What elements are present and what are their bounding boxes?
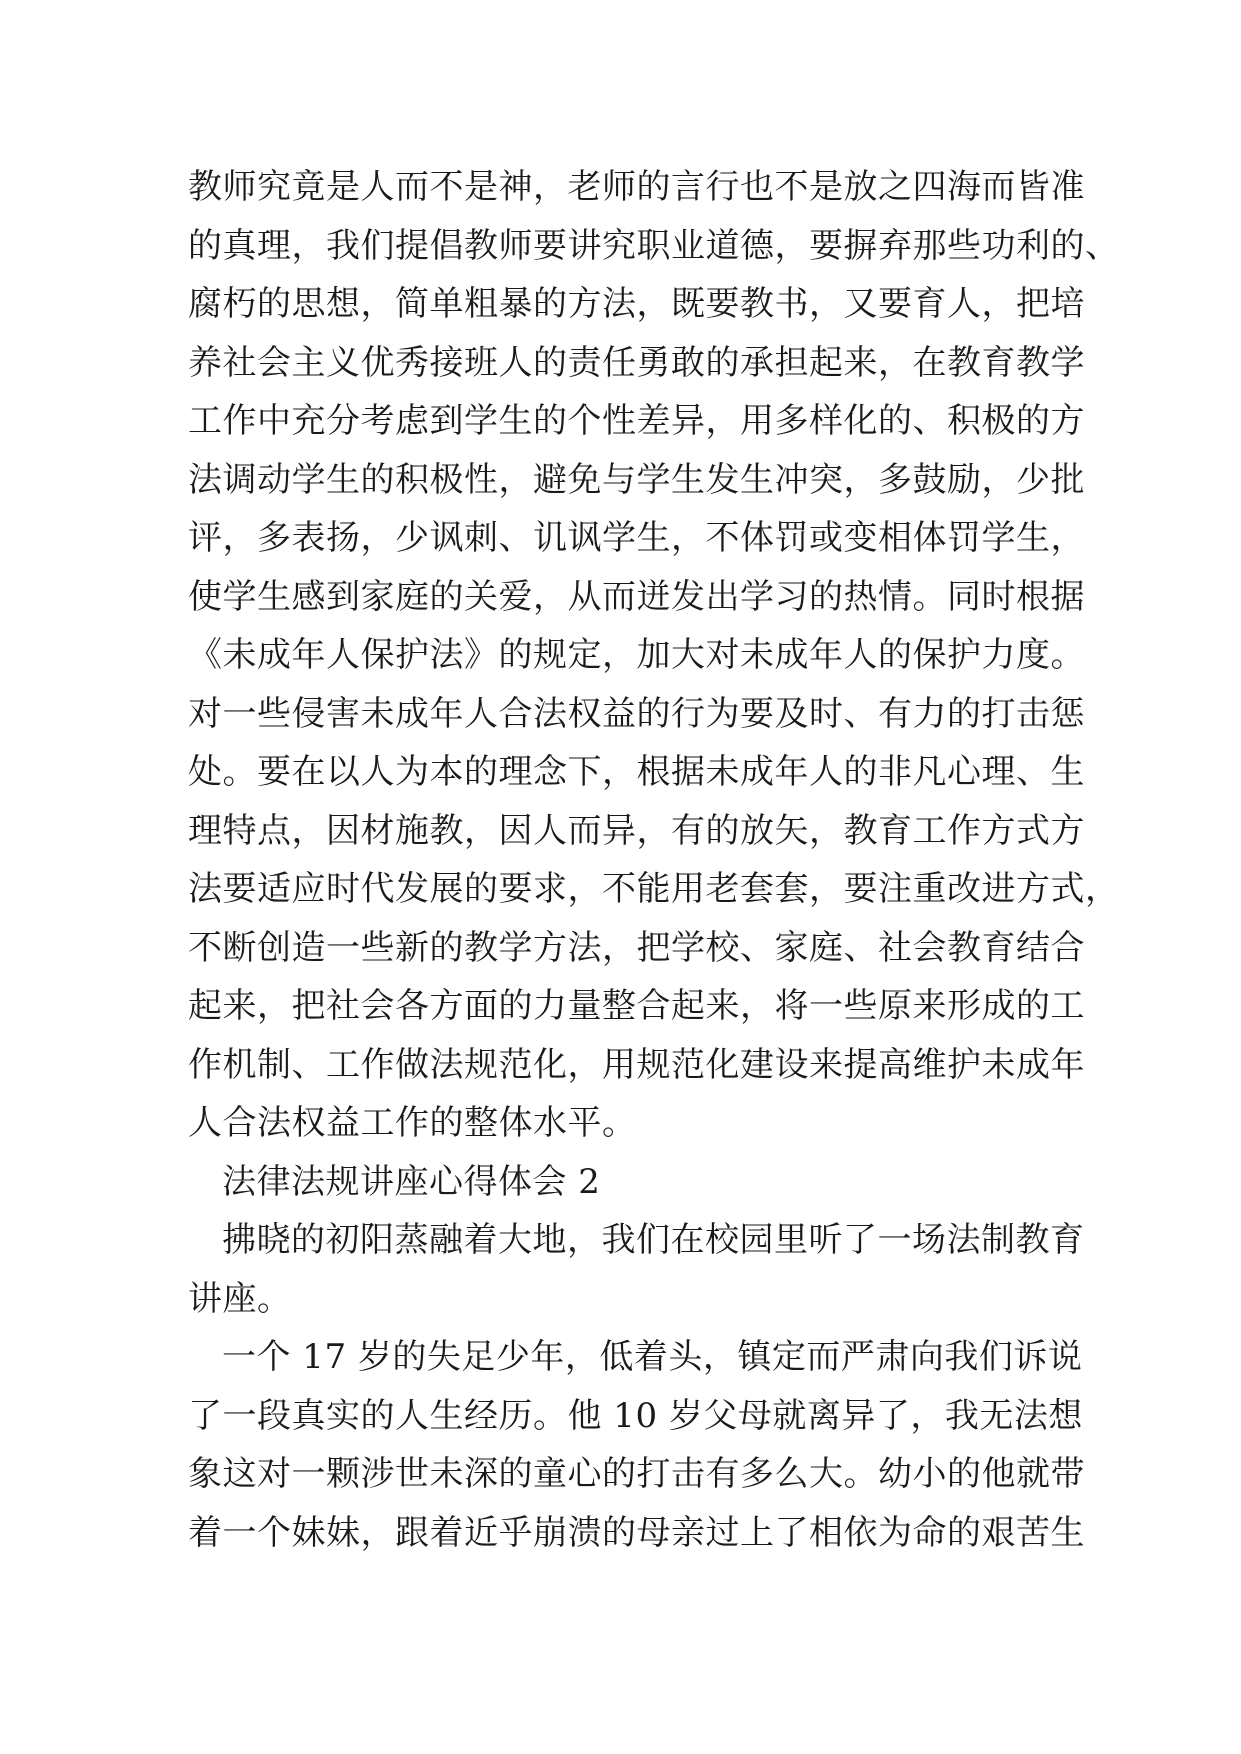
text-line: 的真理，我们提倡教师要讲究职业道德，要摒弃那些功利的、	[188, 225, 1120, 266]
text-line: 着一个妹妹，跟着近乎崩溃的母亲过上了相依为命的艰苦生	[188, 1512, 1085, 1553]
text-line: 对一些侵害未成年人合法权益的行为要及时、有力的打击惩	[188, 693, 1085, 734]
text-line: 工作中充分考虑到学生的个性差异，用多样化的、积极的方	[188, 401, 1085, 441]
text-line: 教师究竟是人而不是神，老师的言行也不是放之四海而皆准	[188, 167, 1085, 207]
text-line: 拂晓的初阳蒸融着大地，我们在校园里听了一场法制教育	[222, 1220, 1085, 1260]
text-line: 法调动学生的积极性，避免与学生发生冲突，多鼓励，少批	[188, 459, 1085, 500]
text-line: 理特点，因材施教，因人而异，有的放矢，教育工作方式方	[188, 810, 1085, 851]
text-line: 作机制、工作做法规范化，用规范化建设来提高维护未成年	[188, 1044, 1085, 1085]
section-heading: 法律法规讲座心得体会 2	[222, 1161, 601, 1202]
text-line: 象这对一颗涉世未深的童心的打击有多么大。幼小的他就带	[188, 1454, 1085, 1494]
text-line: 法要适应时代发展的要求，不能用老套套，要注重改进方式，	[188, 869, 1120, 909]
text-line: 人合法权益工作的整体水平。	[188, 1103, 637, 1143]
text-line: 一个 17 岁的失足少年，低着头，镇定而严肃向我们诉说	[222, 1337, 1083, 1377]
body-text	[188, 158, 1120, 1562]
text-line: 处。要在以人为本的理念下，根据未成年人的非凡心理、生	[188, 752, 1085, 792]
text-line: 养社会主义优秀接班人的责任勇敢的承担起来，在教育教学	[188, 342, 1085, 383]
text-line: 不断创造一些新的教学方法，把学校、家庭、社会教育结合	[188, 927, 1085, 968]
text-line: 了一段真实的人生经历。他 10 岁父母就离异了，我无法想	[188, 1395, 1083, 1436]
text-line: 《未成年人保护法》的规定，加大对未成年人的保护力度。	[188, 635, 1085, 675]
text-line: 讲座。	[188, 1278, 292, 1319]
text-line: 使学生感到家庭的关爱，从而迸发出学习的热情。同时根据	[188, 576, 1085, 617]
text-line: 评，多表扬，少讽刺、讥讽学生，不体罚或变相体罚学生，	[188, 518, 1085, 558]
text-line: 起来，把社会各方面的力量整合起来，将一些原来形成的工	[188, 986, 1085, 1026]
text-line: 腐朽的思想，简单粗暴的方法，既要教书，又要育人，把培	[188, 284, 1085, 324]
